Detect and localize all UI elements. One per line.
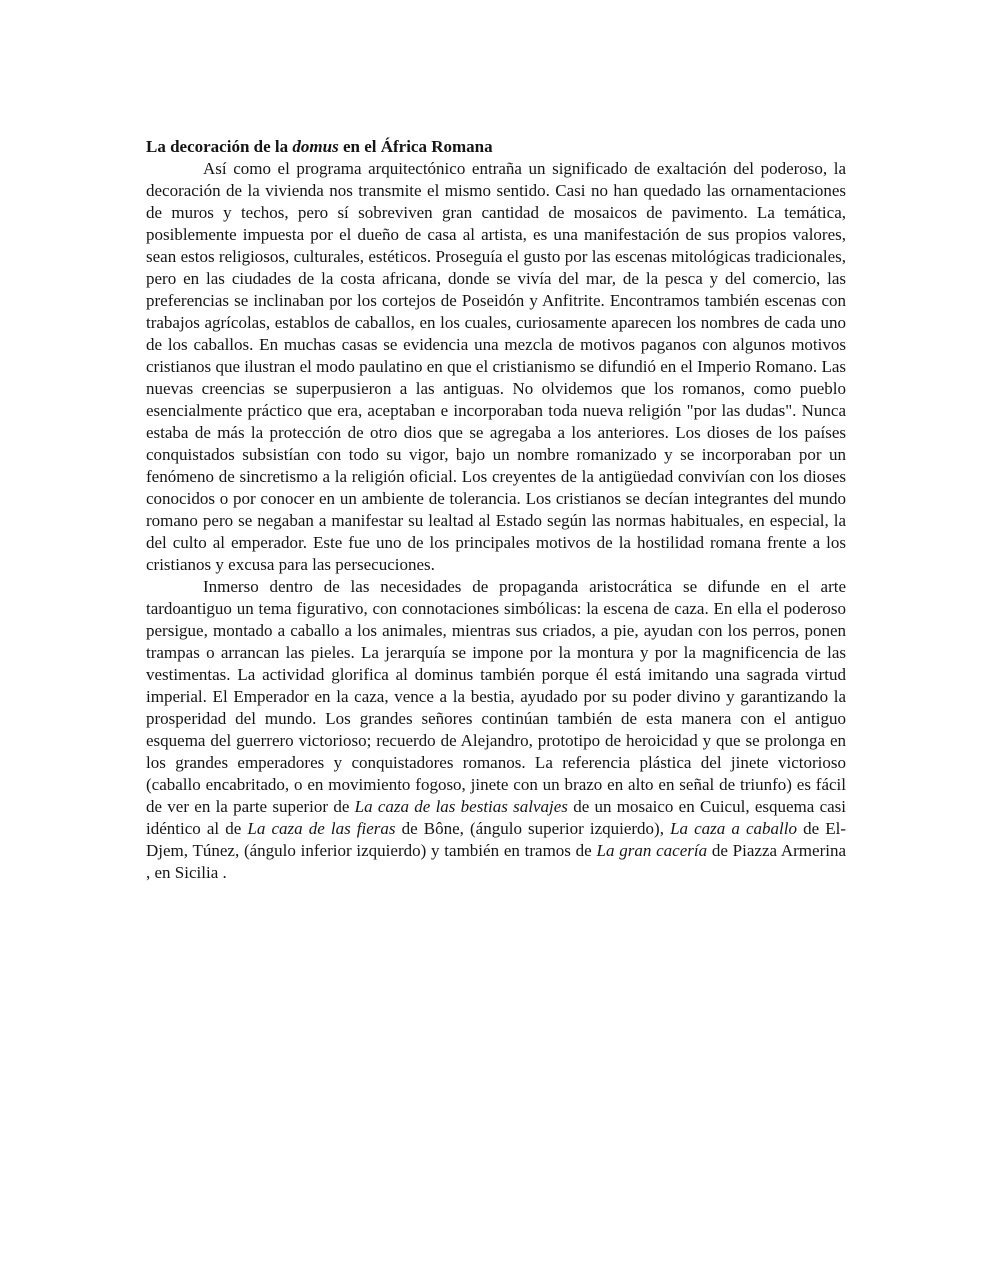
text-run-bold: en el África Romana xyxy=(338,137,493,156)
text-run-normal: de un mosaico en Cuicul, esquema casi idéntico al de xyxy=(146,797,846,838)
text-run-normal: de Bône, (ángulo superior izquierdo), xyxy=(395,819,671,838)
text-run-normal: Inmerso dentro de las necesidades de propaganda aristocrática se difunde en el arte tardoantiguo un tema figurativo, con connotaciones simbólicas: la escena de caza. En ella el poderoso persigue, montado a caballo a los animales, mientras sus criados, a pie, ayudan con los perros, ponen trampas o arrancan las pieles. La jerarquía se impone por la montura y por la magnificencia de las vestimentas. La actividad glorifica al dominus también porque él está imitando una sagrada virtud imperial. El Emperador en la caza, vence a la bestia, ayudado por su poder divino y garantizando la prosperidad del mundo. Los grandes señores continúan también de esta manera con el antiguo esquema del guerrero victorioso; recuerdo de Alejandro, prototipo de heroicidad y que se prolonga en los grandes emperadores y conquistadores romanos. La referencia plástica del jinete victorioso (caballo encabritado, o en movimiento fogoso, jinete con un brazo en alto en señal de triunfo) es fácil de ver en la parte superior de xyxy=(146,577,846,816)
text-run-italic: La caza de las fieras xyxy=(247,819,396,838)
text-run-italic: La gran cacería xyxy=(596,841,708,860)
text-run-bold-italic: domus xyxy=(292,137,339,156)
text-run-italic: La caza de las bestias salvajes xyxy=(354,797,568,816)
text-run-normal: Así como el programa arquitectónico entraña un significado de exaltación del poderoso, la decoración de la vivienda nos transmite el mismo sentido. Casi no han quedado las ornamentaciones de muros y techos, pero sí sobreviven gran cantidad de mosaicos de pavimento. La temática, posiblemente impuesta por el dueño de casa al artista, es una manifestación de sus propios valores, sean estos religiosos, culturales, estéticos. Proseguía el gusto por las escenas mitológicas tradicionales, pero en las ciudades de la costa africana, donde se vivía del mar, de la pesca y del comercio, las preferencias se inclinaban por los cortejos de Poseidón y Anfitrite. Encontramos también escenas con trabajos agrícolas, establos de caballos, en los cuales, curiosamente aparecen los nombres de cada uno de los caballos. En muchas casas se evidencia una mezcla de motivos paganos con algunos motivos cristianos que ilustran el modo paulatino en que el cristianismo se difundió en el Imperio Romano. Las nuevas creencias se superpusieron a las antiguas. No olvidemos que los romanos, como pueblo esencialmente práctico que era, aceptaban e incorporaban toda nueva religión "por las dudas". Nunca estaba de más la protección de otro dios que se agregaba a los anteriores. Los dioses de los países conquistados subsistían con todo su vigor, bajo un nombre romanizado y se incorporaban por un fenómeno de sincretismo a la religión oficial. Los creyentes de la antigüedad convivían con los dioses conocidos o por conocer en un ambiente de tolerancia. Los cristianos se decían integrantes del mundo romano pero se negaban a manifestar su lealtad al Estado según las normas habituales, en especial, la del culto al emperador. Este fue uno de los principales motivos de la hostilidad romana frente a los cristianos y excusa para las persecuciones. xyxy=(146,159,846,574)
document-title xyxy=(146,136,846,158)
document-content xyxy=(146,136,846,884)
paragraph xyxy=(146,576,846,884)
text-run-italic: La caza a caballo xyxy=(670,819,797,838)
paragraph xyxy=(146,158,846,576)
text-run-bold: La decoración de la xyxy=(146,137,293,156)
document-body xyxy=(146,158,846,884)
text-run-normal: de El-Djem, Túnez, (ángulo inferior izquierdo) y también en tramos de xyxy=(146,819,846,860)
text-run-normal: de Piazza Armerina , en Sicilia . xyxy=(146,841,846,882)
